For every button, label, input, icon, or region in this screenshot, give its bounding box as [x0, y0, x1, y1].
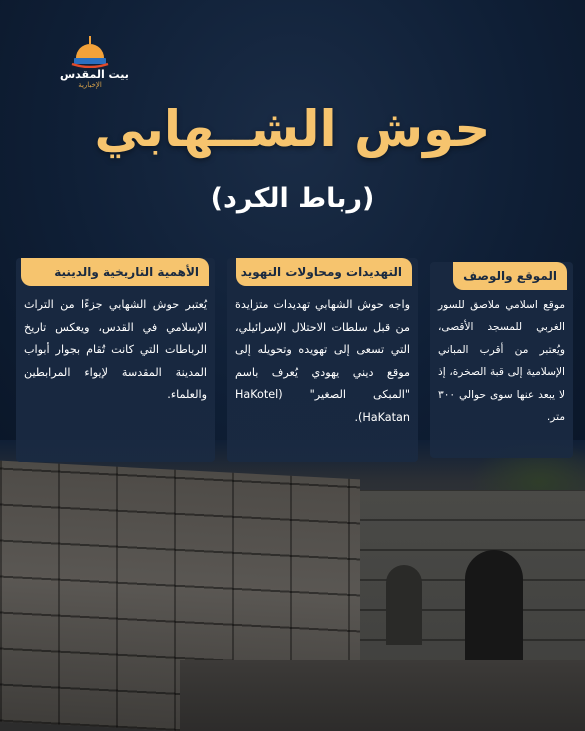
card-text: يُعتبر حوش الشهابي جزءًا من التراث الإسلامي في القدس، ويعكس تاريخ الرباطات التي كانت تُقام بجوار أبواب المدينة المقدسة لإيواء المرابطين والعلماء.: [24, 298, 207, 402]
page-subtitle: (رباط الكرد): [210, 183, 375, 214]
courtyard-floor: [180, 660, 585, 731]
card-threats: [227, 258, 418, 462]
small-arch: [386, 565, 422, 645]
card-text: واجه حوش الشهابي تهديدات متزايدة من قبل سلطات الاحتلال الإسرائيلي، التي تسعى إلى تهويده وتحويله إلى موقع ديني يهودي يُعرف باسم "المبكى الصغير" (HaKotel HaKatan).: [235, 298, 410, 424]
logo-name: بيت المقدس: [60, 68, 129, 81]
logo: [60, 30, 129, 106]
card-location: [430, 262, 573, 458]
arched-doorway: [465, 550, 523, 660]
card-text: موقع اسلامي ملاصق للسور الغربي للمسجد الأقصى، ويُعتبر من أقرب المباني الإسلامية إلى قبة الصخرة، إذ لا يبعد عنها سوى حوالي ٣٠٠ متر.: [438, 299, 565, 424]
courtyard-photo: [0, 440, 585, 731]
card-heading: الموقع والوصف: [453, 262, 567, 290]
page-title: حوش الشــهابي: [94, 100, 491, 158]
card-heading: التهديدات ومحاولات التهويد: [236, 258, 412, 286]
card-importance: [16, 258, 215, 462]
card-heading: الأهمية التاريخية والدينية: [21, 258, 209, 286]
dome-logo-icon: [70, 30, 110, 68]
logo-subtitle: الإخبارية: [78, 81, 102, 89]
